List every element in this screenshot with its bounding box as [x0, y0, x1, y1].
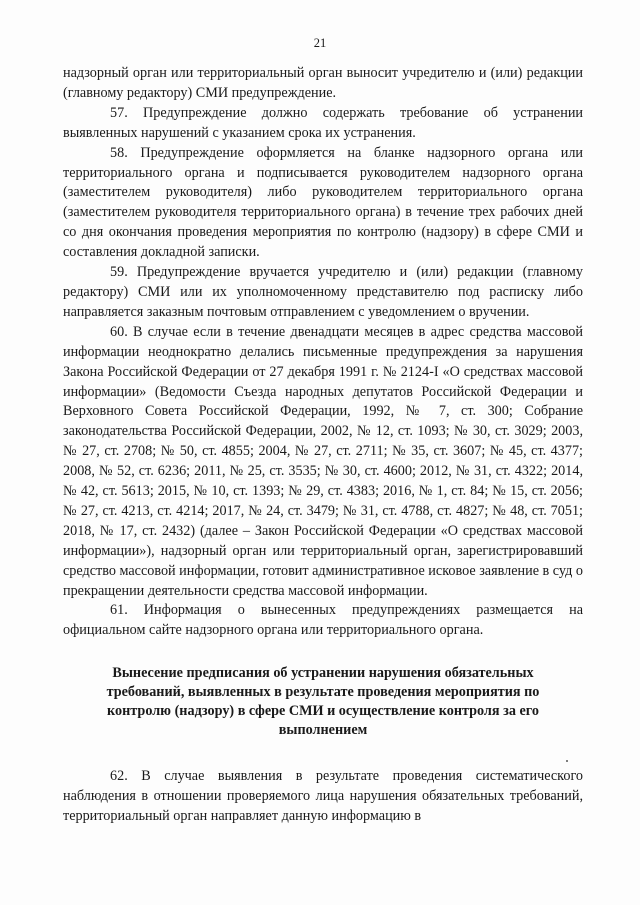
page-number: 21 [313, 36, 327, 50]
paragraph-62: 62. В случае выявления в результате проведения систематического наблюдения в отношении проверяемого лица нарушения обязательных требований, территориальный орган направляет данную информацию в [63, 768, 583, 825]
paragraph-60: 60. В случае если в течение двенадцати месяцев в адрес средства массовой информации неоднократно делались письменные предупреждения за нарушения Закона Российской Федерации от 27 декабря 1991 г. № 2124-I «О средствах массовой информации» (Ведомости Съезда народных депутатов Российской Федерации и Верховного Совета Российской Федерации, 1992, № 7, ст. 300; Собрание законодательства Российской Федерации, 2002, № 12, ст. 1093; № 30, ст. 3029; 2003, № 27, ст. 2708; № 50, ст. 4855; 2004, № 27, ст. 2711; № 35, ст. 3607; № 45, ст. 4377; 2008, № 52, ст. 6236; 2011, № 25, ст. 3535; № 30, ст. 4600; 2012, № 31, ст. 4322; 2014, № 42, ст. 5613; 2015, № 10, ст. 1393; № 29, ст. 4383; 2016, № 1, ст. 84; № 15, ст. 2056; № 27, ст. 4213, ст. 4214; 2017, № 24, ст. 3479; № 31, ст. 4788, ст. 4827; № 48, ст. 7051; 2018, № 17, ст. 2432) (далее – Закон Российской Федерации «О средствах массовой информации»), надзорный орган или территориальный орган, зарегистрировавший средство массовой информации, готовит административное исковое заявление в суд о прекращении деятельности средства массовой информации. [63, 323, 583, 599]
scan-speck [566, 760, 568, 762]
paragraph-58: 58. Предупреждение оформляется на бланке надзорного органа или территориального органа и подписывается руководителем надзорного органа (заместителем руководителя) либо руководителем территориального органа (заместителем руководителя территориального органа) в течение трех рабочих дней со дня окончания проведения мероприятия по контролю (надзору) в сфере СМИ и составления докладной записки. [63, 144, 583, 261]
paragraph-61: 61. Информация о вынесенных предупреждениях размещается на официальном сайте надзорного органа или территориального органа. [63, 602, 583, 639]
section-heading: Вынесение предписания об устранении нарушения обязательных требований, выявленных в результате проведения мероприятия по контролю (надзору) в сфере СМИ и осуществление контроля за его выполнением [106, 665, 540, 739]
paragraph-57: 57. Предупреждение должно содержать требование об устранении выявленных нарушений с указанием срока их устранения. [63, 104, 583, 141]
paragraph-continuation: надзорный орган или территориальный орган выносит учредителю и (или) редакции (главному редактору) СМИ предупреждение. [63, 65, 583, 101]
paragraph-59: 59. Предупреждение вручается учредителю и (или) редакции (главному редактору) СМИ или их уполномоченному представителю под расписку либо направляется заказным почтовым отправлением с уведомлением о вручении. [63, 264, 583, 320]
document-body [63, 64, 583, 827]
